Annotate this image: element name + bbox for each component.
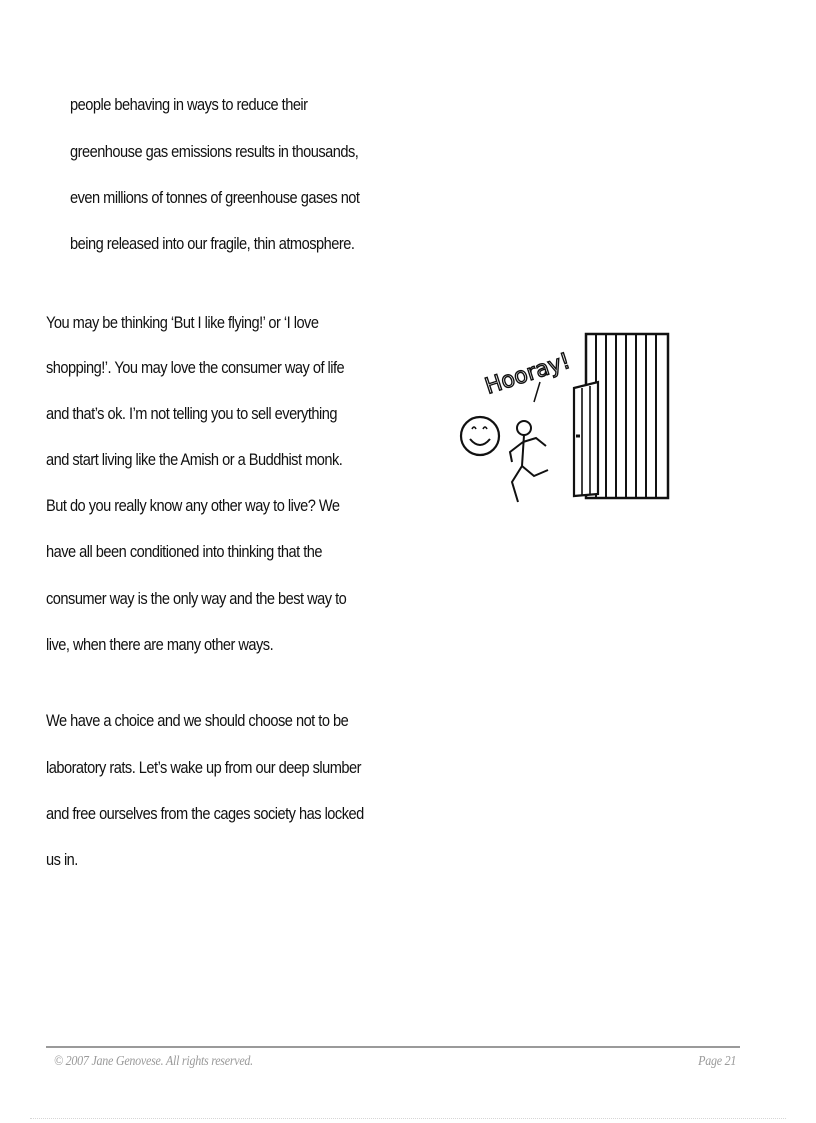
paragraph-line: and that’s ok. I’m not telling you to sell everything bbox=[46, 404, 337, 423]
paragraph-line: and free ourselves from the cages society has locked bbox=[46, 804, 364, 823]
hooray-cage-illustration bbox=[452, 318, 678, 514]
cage-icon bbox=[574, 334, 668, 498]
paragraph-line: You may be thinking ‘But I like flying!’ or ‘I love bbox=[46, 313, 319, 332]
quote-line: greenhouse gas emissions results in thousands, bbox=[70, 142, 359, 161]
quote-line: even millions of tonnes of greenhouse gases not bbox=[70, 188, 360, 207]
quote-line: being released into our fragile, thin atmosphere. bbox=[70, 234, 355, 253]
paragraph-line: We have a choice and we should choose not to be bbox=[46, 711, 349, 730]
page-edge-divider bbox=[30, 1118, 786, 1119]
paragraph-line: have all been conditioned into thinking that the bbox=[46, 542, 322, 561]
copyright-notice: © 2007 Jane Genovese. All rights reserved. bbox=[54, 1054, 253, 1069]
hooray-lettering: Hooray! bbox=[482, 348, 574, 400]
paragraph-line: live, when there are many other ways. bbox=[46, 635, 274, 654]
page-number: Page 21 bbox=[698, 1054, 736, 1069]
paragraph-line: shopping!’. You may love the consumer way of life bbox=[46, 358, 345, 377]
paragraph-line: laboratory rats. Let’s wake up from our deep slumber bbox=[46, 758, 362, 777]
paragraph-line: and start living like the Amish or a Buddhist monk. bbox=[46, 450, 343, 469]
paragraph-line: consumer way is the only way and the best way to bbox=[46, 589, 347, 608]
paragraph-line: But do you really know any other way to live? We bbox=[46, 496, 340, 515]
paragraph-line: us in. bbox=[46, 850, 78, 869]
quote-line: people behaving in ways to reduce their bbox=[70, 95, 308, 114]
smiley-face-icon bbox=[461, 417, 499, 455]
stick-figure-icon bbox=[510, 421, 548, 502]
footer-divider bbox=[46, 1046, 740, 1048]
